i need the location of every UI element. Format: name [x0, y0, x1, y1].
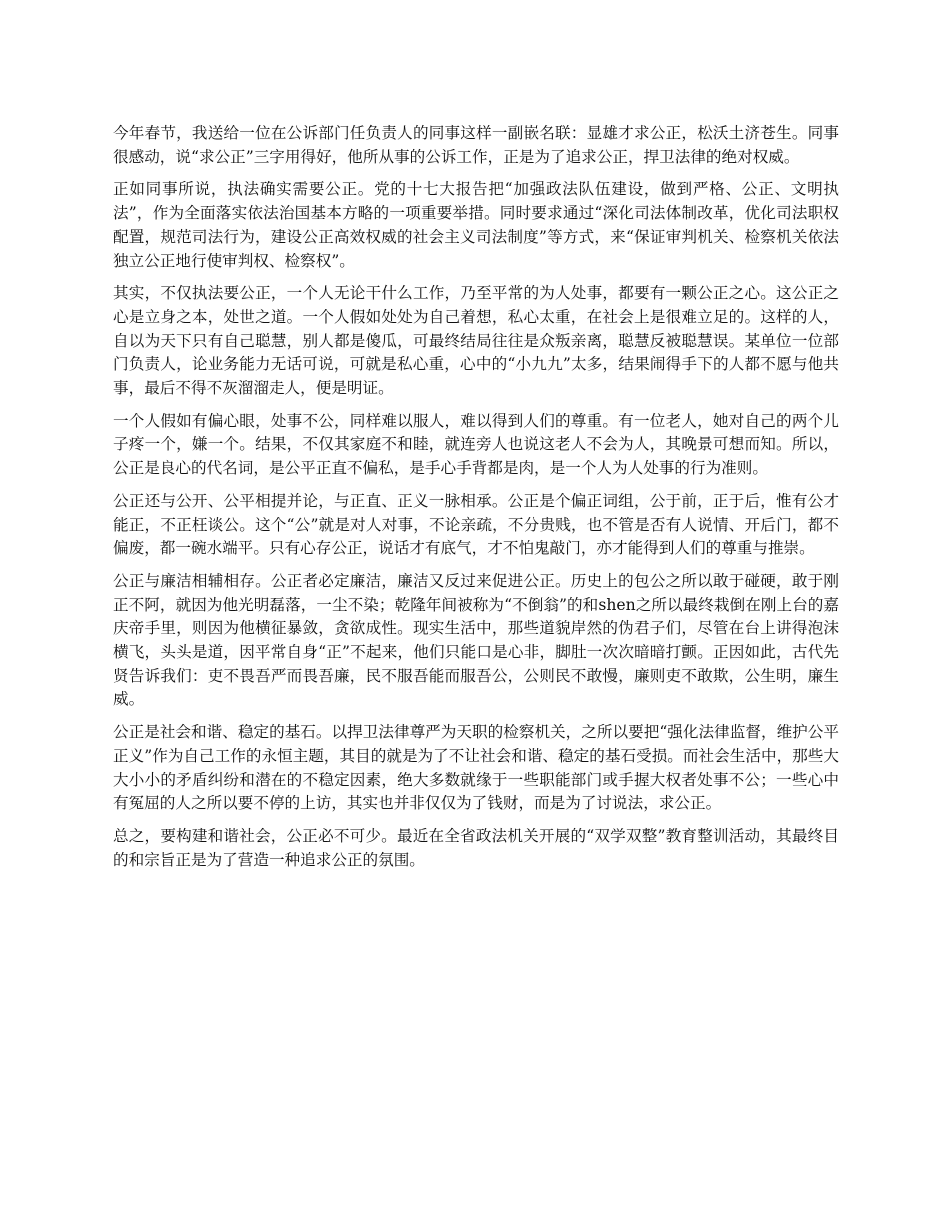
- paragraph-3: 其实，不仅执法要公正，一个人无论干什么工作，乃至平常的为人处事，都要有一颗公正之心。这公正之心是立身之本，处世之道。一个人假如处处为自己着想，私心太重，在社会上是很难立足的。这样的人，自以为天下只有自己聪慧，别人都是傻瓜，可最终结局往往是众叛亲离，聪慧反被聪慧误。某单位一位部门负责人，论业务能力无话可说，可就是私心重，心中的“小九九”太多，结果闹得手下的人都不愿与他共事，最后不得不灰溜溜走人，便是明证。: [113, 284, 839, 398]
- paragraph-6: 公正与廉洁相辅相存。公正者必定廉洁，廉洁又反过来促进公正。历史上的包公之所以敢于碰硬，敢于刚正不阿，就因为他光明磊落，一尘不染；乾隆年间被称为“不倒翁”的和shen之所以最终栽倒在刚上台的嘉庆帝手里，则因为他横征暴敛，贪欲成性。现实生活中，那些道貌岸然的伪君子们，尽管在台上讲得泡沫横飞，头头是道，因平常自身“正”不起来，他们只能口是心非，脚肚一次次暗暗打颤。正因如此，古代先贤告诉我们：吏不畏吾严而畏吾廉，民不服吾能而服吾公，公则民不敢慢，廉则吏不敢欺，公生明，廉生威。: [113, 571, 839, 709]
- document-body: [113, 122, 839, 881]
- paragraph-8: 总之，要构建和谐社会，公正必不可少。最近在全省政法机关开展的“双学双整”教育整训活动，其最终目的和宗旨正是为了营造一种追求公正的氛围。: [113, 826, 839, 869]
- paragraph-5: 公正还与公开、公平相提并论，与正直、正义一脉相承。公正是个偏正词组，公于前，正于后，惟有公才能正，不正枉谈公。这个“公”就是对人对事，不论亲疏，不分贵贱，也不管是否有人说情、开后门，都不偏废，都一碗水端平。只有心存公正，说话才有底气，才不怕鬼敲门，亦才能得到人们的尊重与推崇。: [113, 491, 839, 558]
- paragraph-7: 公正是社会和谐、稳定的基石。以捍卫法律尊严为天职的检察机关，之所以要把“强化法律监督，维护公平正义”作为自己工作的永恒主题，其目的就是为了不让社会和谐、稳定的基石受损。而社会生活中，那些大大小小的矛盾纠纷和潜在的不稳定因素，绝大多数就缘于一些职能部门或手握大权者处事不公；一些心中有冤屈的人之所以要不停的上访，其实也并非仅仅为了钱财，而是为了讨说法，求公正。: [113, 723, 839, 813]
- paragraph-1: 今年春节，我送给一位在公诉部门任负责人的同事这样一副嵌名联：显雄才求公正，松沃土济苍生。同事很感动，说“求公正”三字用得好，他所从事的公诉工作，正是为了追求公正，捍卫法律的绝对权威。: [113, 124, 839, 166]
- paragraph-2: 正如同事所说，执法确实需要公正。党的十七大报告把“加强政法队伍建设，做到严格、公正、文明执法”，作为全面落实依法治国基本方略的一项重要举措。同时要求通过“深化司法体制改革，优化司法职权配置，规范司法行为，建设公正高效权威的社会主义司法制度”等方式，来“保证审判机关、检察机关依法独立公正地行使审判权、检察权”。: [113, 180, 839, 270]
- paragraph-4: 一个人假如有偏心眼，处事不公，同样难以服人，难以得到人们的尊重。有一位老人，她对自己的两个儿子疼一个，嫌一个。结果，不仅其家庭不和睦，就连旁人也说这老人不会为人，其晚景可想而知。所以，公正是良心的代名词，是公平正直不偏私，是手心手背都是肉，是一个人为人处事的行为准则。: [113, 411, 839, 478]
